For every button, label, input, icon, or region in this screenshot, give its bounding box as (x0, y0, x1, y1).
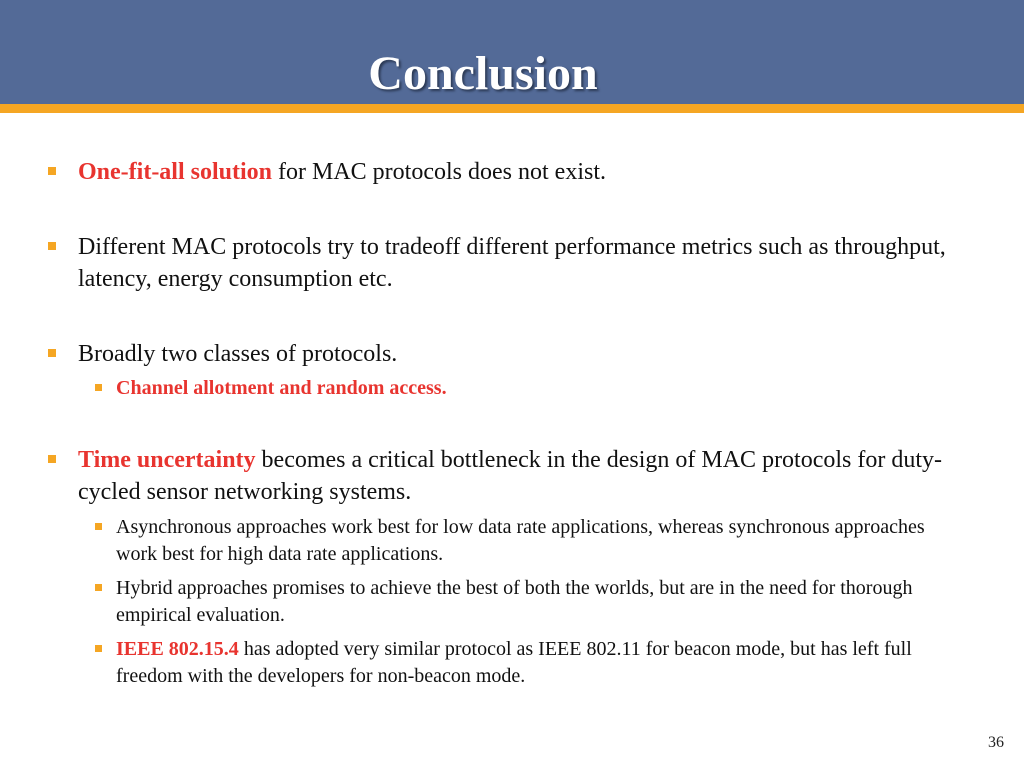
bullet-text: Broadly two classes of protocols. (78, 341, 398, 367)
bullet-4 (40, 444, 960, 508)
title-underline (0, 104, 1024, 113)
square-bullet-icon (48, 455, 56, 463)
square-bullet-icon (48, 167, 56, 175)
square-bullet-icon (48, 349, 56, 357)
sub-bullet-text: Hybrid approaches promises to achieve the best of both the worlds, but are in the need for thorough empirical evaluation. (116, 577, 913, 626)
sub-bullet-text: Asynchronous approaches work best for low data rate applications, whereas synchronous approaches work best for high data rate applications. (116, 516, 925, 565)
bullet-3 (40, 338, 960, 370)
sub-bullet (40, 575, 960, 629)
sub-bullet-text: has adopted very similar protocol as IEEE 802.11 for beacon mode, but has left full freedom with the developers for non-beacon mode. (116, 638, 912, 687)
square-bullet-icon (48, 242, 56, 250)
bullet-text: becomes a critical bottleneck in the design of MAC protocols for duty-cycled sensor networking systems. (78, 447, 943, 505)
sub-bullet-highlight: IEEE 802.15.4 (116, 638, 239, 660)
square-bullet-icon (95, 645, 102, 652)
sub-bullet (40, 375, 960, 402)
bullet-1 (40, 156, 960, 188)
sub-bullet-highlight: Channel allotment and random access. (116, 377, 447, 399)
slide-content (40, 156, 960, 690)
sub-bullet (40, 514, 960, 568)
sub-bullet (40, 636, 960, 690)
bullet-2 (40, 231, 960, 295)
square-bullet-icon (95, 584, 102, 591)
bullet-text: for MAC protocols does not exist. (272, 159, 606, 185)
page-number: 36 (988, 734, 1004, 751)
bullet-highlight: Time uncertainty (78, 447, 256, 473)
bullet-highlight: One-fit-all solution (78, 159, 273, 185)
bullet-text: Different MAC protocols try to tradeoff different performance metrics such as throughput, latency, energy consumption etc. (78, 234, 946, 292)
slide-title: Conclusion (368, 47, 598, 100)
square-bullet-icon (95, 384, 102, 391)
square-bullet-icon (95, 523, 102, 530)
